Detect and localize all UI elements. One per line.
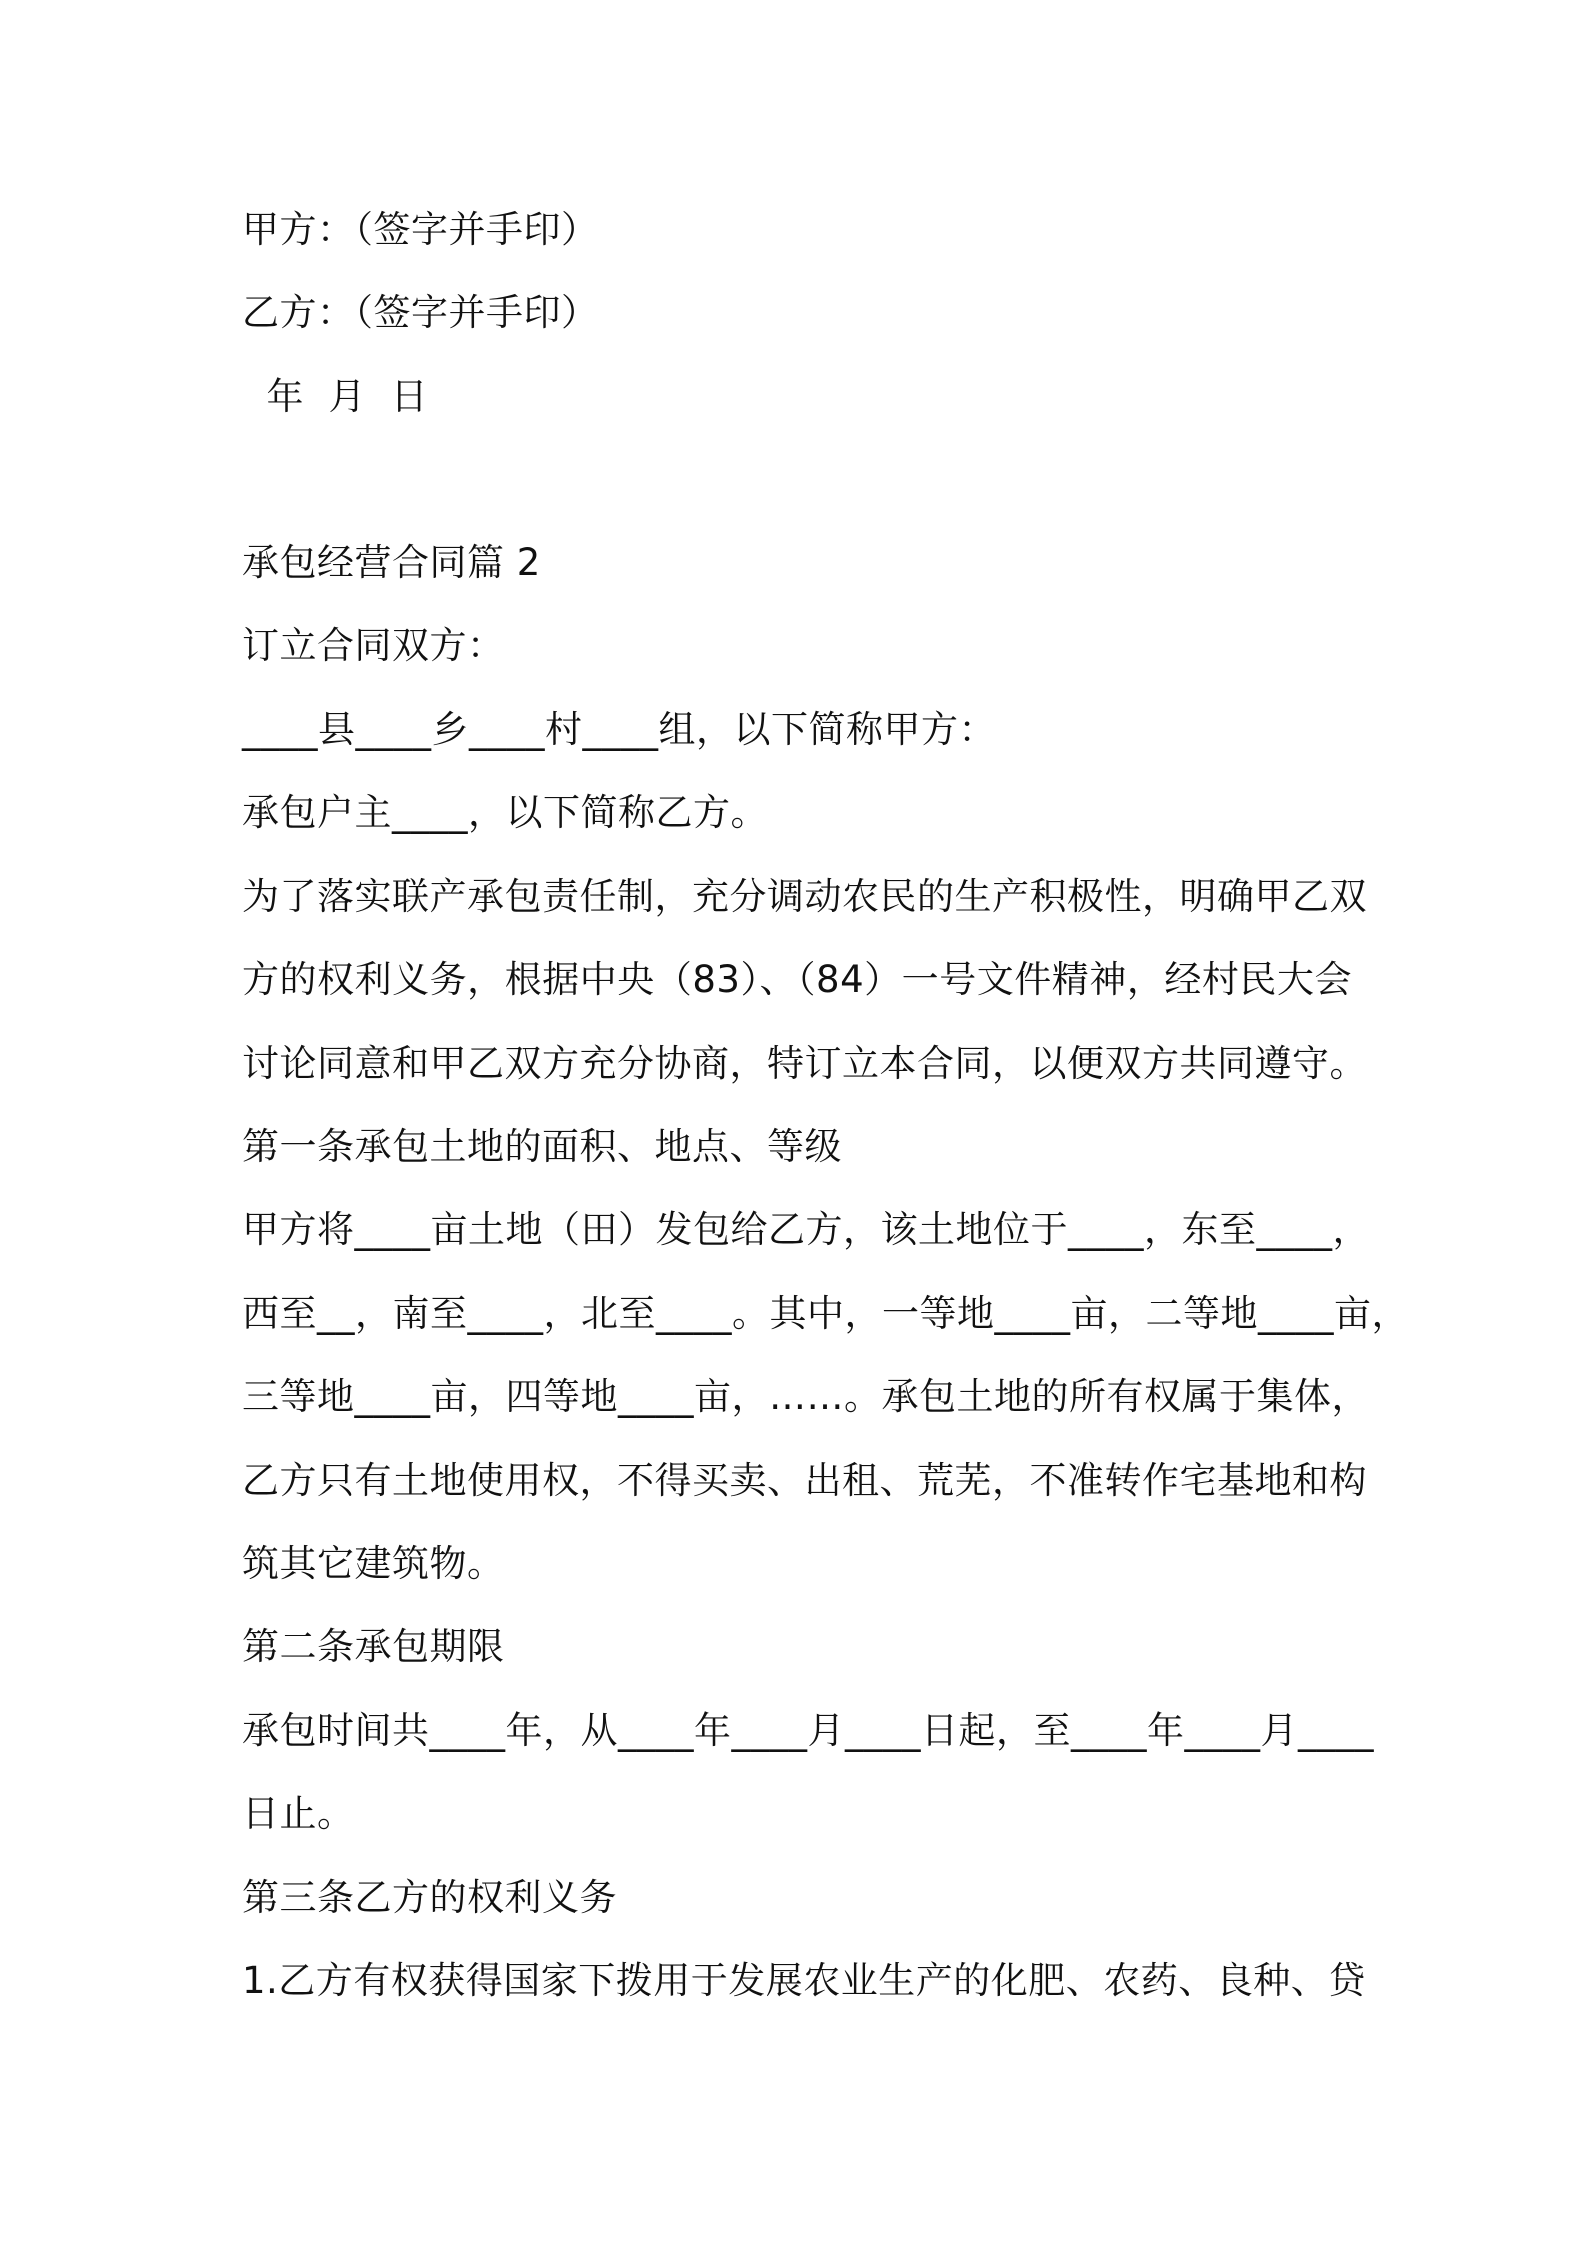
article-1-heading: 第一条承包土地的面积、地点、等级 — [242, 1125, 842, 1168]
article-1-line: 三等地____亩，四等地____亩，……。承包土地的所有权属于集体， — [242, 1375, 1369, 1418]
contract-title: 承包经营合同篇 2 — [242, 541, 541, 584]
preamble-line: 讨论同意和甲乙双方充分协商，特订立本合同，以便双方共同遵守。 — [242, 1042, 1367, 1085]
article-2-line: 日止。 — [242, 1792, 355, 1835]
party-a-address: ____县____乡____村____组，以下简称甲方： — [242, 708, 996, 751]
preamble-line: 方的权利义务，根据中央（83）、（84）一号文件精神，经村民大会 — [242, 958, 1352, 1001]
article-1-line: 甲方将____亩土地（田）发包给乙方，该土地位于____，东至____， — [242, 1208, 1370, 1251]
article-3-heading: 第三条乙方的权利义务 — [242, 1876, 617, 1919]
preamble-line: 为了落实联产承包责任制，充分调动农民的生产积极性，明确甲乙双 — [242, 875, 1367, 918]
article-3-line: 1.乙方有权获得国家下拨用于发展农业生产的化肥、农药、良种、贷 — [242, 1959, 1366, 2002]
signature-party-a: 甲方：（签字并手印） — [242, 208, 599, 251]
signature-party-b: 乙方：（签字并手印） — [242, 291, 599, 334]
article-1-line: 筑其它建筑物。 — [242, 1542, 505, 1585]
article-2-line: 承包时间共____年，从____年____月____日起，至____年____月____ — [242, 1709, 1374, 1752]
party-b-head: 承包户主____，以下简称乙方。 — [242, 791, 768, 834]
article-2-heading: 第二条承包期限 — [242, 1625, 505, 1668]
parties-heading: 订立合同双方： — [242, 624, 505, 667]
article-1-line: 西至__，南至____，北至____。其中，一等地____亩，二等地____亩， — [242, 1292, 1409, 1335]
article-1-line: 乙方只有土地使用权，不得买卖、出租、荒芜，不准转作宅基地和构 — [242, 1459, 1367, 1502]
signature-date: 年 月 日 — [242, 375, 429, 418]
